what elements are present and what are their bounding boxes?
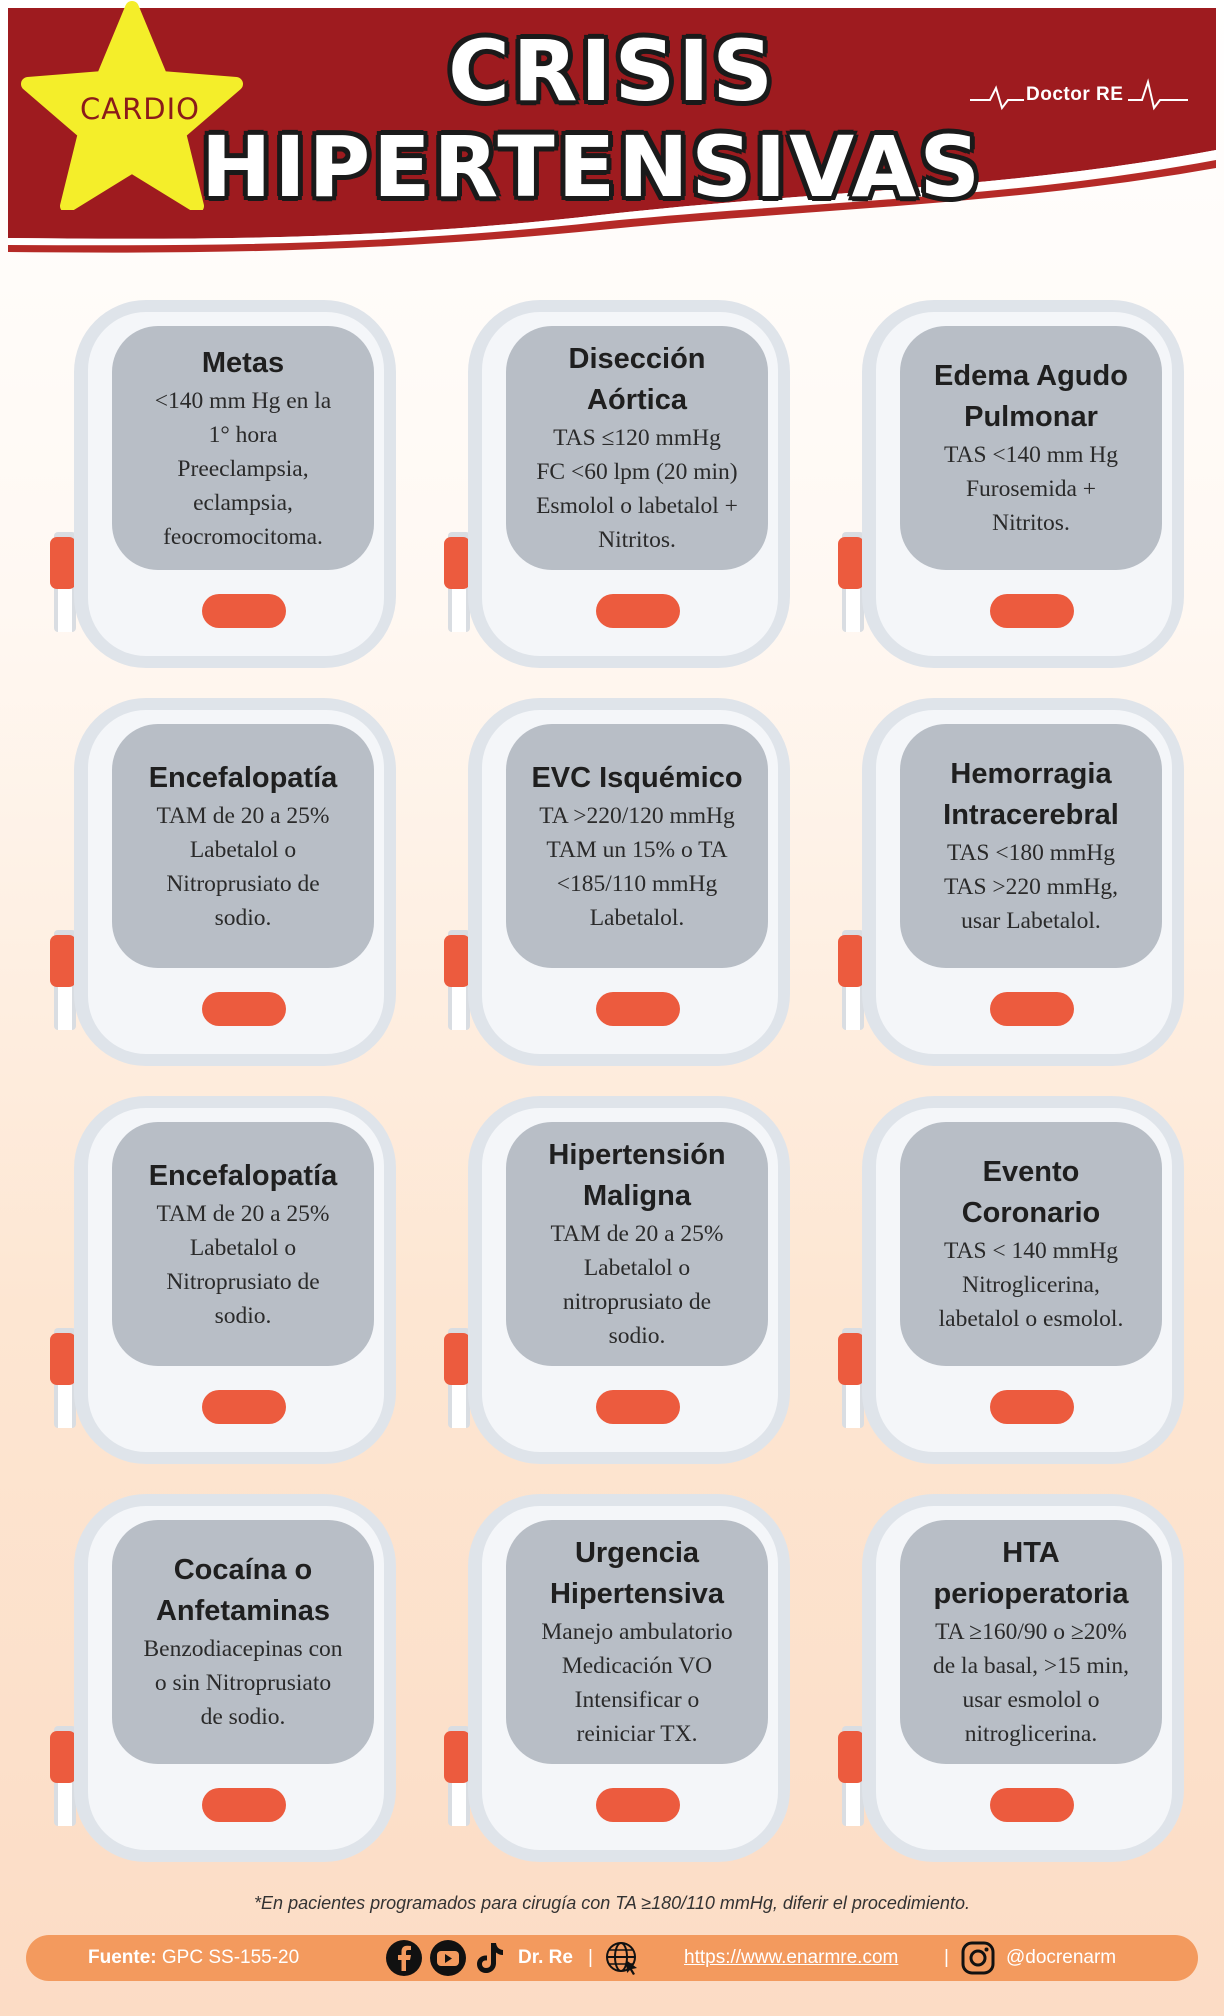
- footer-separator: |: [588, 1947, 593, 1968]
- author-name: Dr. Re: [518, 1947, 573, 1968]
- card-screen: [512, 730, 762, 962]
- card-screen: [906, 1526, 1156, 1758]
- card-screen: [118, 730, 368, 962]
- card-screen: [118, 1128, 368, 1360]
- youtube-icon[interactable]: [430, 1940, 466, 1976]
- bp-monitor-card: [50, 292, 400, 672]
- card-body: <140 mm Hg en la 1° hora Preeclampsia, eclampsia, feocromocitoma.: [154, 387, 332, 550]
- globe-icon: [604, 1940, 640, 1976]
- card-title: Hipertensión Maligna: [548, 1139, 726, 1212]
- bp-monitor-card: [444, 1486, 794, 1866]
- website-link[interactable]: https://www.enarmre.com: [684, 1947, 899, 1968]
- bp-monitor-card: [838, 292, 1188, 672]
- page-title-line2: HIPERTENSIVAS: [201, 118, 983, 216]
- page-title-line1: CRISIS: [448, 22, 776, 120]
- card-body: TAS <140 mm Hg Furosemida + Nitritos.: [944, 442, 1118, 536]
- category-badge: CARDIO: [80, 92, 200, 126]
- source-label: Fuente:: [88, 1947, 157, 1968]
- brand-name: Doctor RE: [1026, 84, 1124, 105]
- bp-monitor-card: [838, 1088, 1188, 1468]
- bp-monitor-card: [444, 690, 794, 1070]
- card-body: Benzodiacepinas con o sin Nitroprusiato de sodio.: [143, 1636, 343, 1730]
- bp-monitor-card: [444, 1088, 794, 1468]
- bp-monitor-card: [50, 690, 400, 1070]
- card-body: TAS <180 mmHg TAS >220 mmHg, usar Labetalol.: [944, 840, 1118, 934]
- bp-monitor-card: [838, 690, 1188, 1070]
- card-screen: [906, 1128, 1156, 1360]
- card-title: Edema Agudo Pulmonar: [934, 360, 1128, 433]
- footnote: *En pacientes programados para cirugía con TA ≥180/110 mmHg, diferir el procedimiento.: [254, 1893, 970, 1913]
- source-text: [88, 1935, 299, 1981]
- card-title: Metas: [201, 346, 285, 379]
- card-screen: [906, 332, 1156, 564]
- bp-monitor-card: [50, 1486, 400, 1866]
- card-body: TA ≥160/90 o ≥20% de la basal, >15 min, usar esmolol o nitroglicerina.: [933, 1619, 1129, 1747]
- card-screen: [118, 332, 368, 564]
- bp-monitor-card: [838, 1486, 1188, 1866]
- bp-monitor-card: [50, 1088, 400, 1468]
- card-screen: [512, 1128, 762, 1360]
- card-title: EVC Isquémico: [531, 761, 743, 794]
- card-body: Manejo ambulatorio Medicación VO Intensificar o reiniciar TX.: [541, 1619, 733, 1747]
- bp-monitor-card: [444, 292, 794, 672]
- card-title: Cocaína o Anfetaminas: [155, 1554, 331, 1627]
- card-screen: [118, 1526, 368, 1758]
- card-body: TAS < 140 mmHg Nitroglicerina, labetalol o esmolol.: [938, 1238, 1124, 1332]
- instagram-handle[interactable]: @docrenarm: [1006, 1947, 1117, 1968]
- card-screen: [512, 1526, 762, 1758]
- card-title: Hemorragia Intracerebral: [943, 758, 1119, 831]
- card-body: TAS ≤120 mmHg FC <60 lpm (20 min) Esmolol o labetalol + Nitritos.: [536, 425, 738, 553]
- tiktok-icon[interactable]: [472, 1940, 508, 1976]
- card-body: TAM de 20 a 25% Labetalol o Nitroprusiato de sodio.: [156, 1200, 330, 1329]
- facebook-icon[interactable]: [386, 1940, 422, 1976]
- brand-logo: [970, 74, 1190, 114]
- card-title: HTA perioperatoria: [933, 1537, 1129, 1610]
- card-body: TA >220/120 mmHg TAM un 15% o TA <185/110 mmHg Labetalol.: [539, 802, 735, 931]
- instagram-icon[interactable]: [960, 1940, 996, 1976]
- card-title: Disección Aórtica: [568, 343, 706, 416]
- footer-bar: [26, 1935, 1198, 1981]
- card-title: Evento Coronario: [961, 1156, 1101, 1229]
- card-title: Encefalopatía: [148, 761, 338, 794]
- card-body: TAM de 20 a 25% Labetalol o Nitroprusiato de sodio.: [156, 802, 330, 931]
- source-value: GPC SS-155-20: [161, 1947, 300, 1968]
- card-body: TAM de 20 a 25% Labetalol o nitroprusiato de sodio.: [550, 1221, 724, 1349]
- footer-separator-2: |: [944, 1947, 949, 1968]
- header-banner: [0, 0, 1224, 270]
- card-screen: [906, 730, 1156, 962]
- card-title: Urgencia Hipertensiva: [549, 1537, 725, 1610]
- card-title: Encefalopatía: [148, 1159, 338, 1192]
- card-screen: [512, 332, 762, 564]
